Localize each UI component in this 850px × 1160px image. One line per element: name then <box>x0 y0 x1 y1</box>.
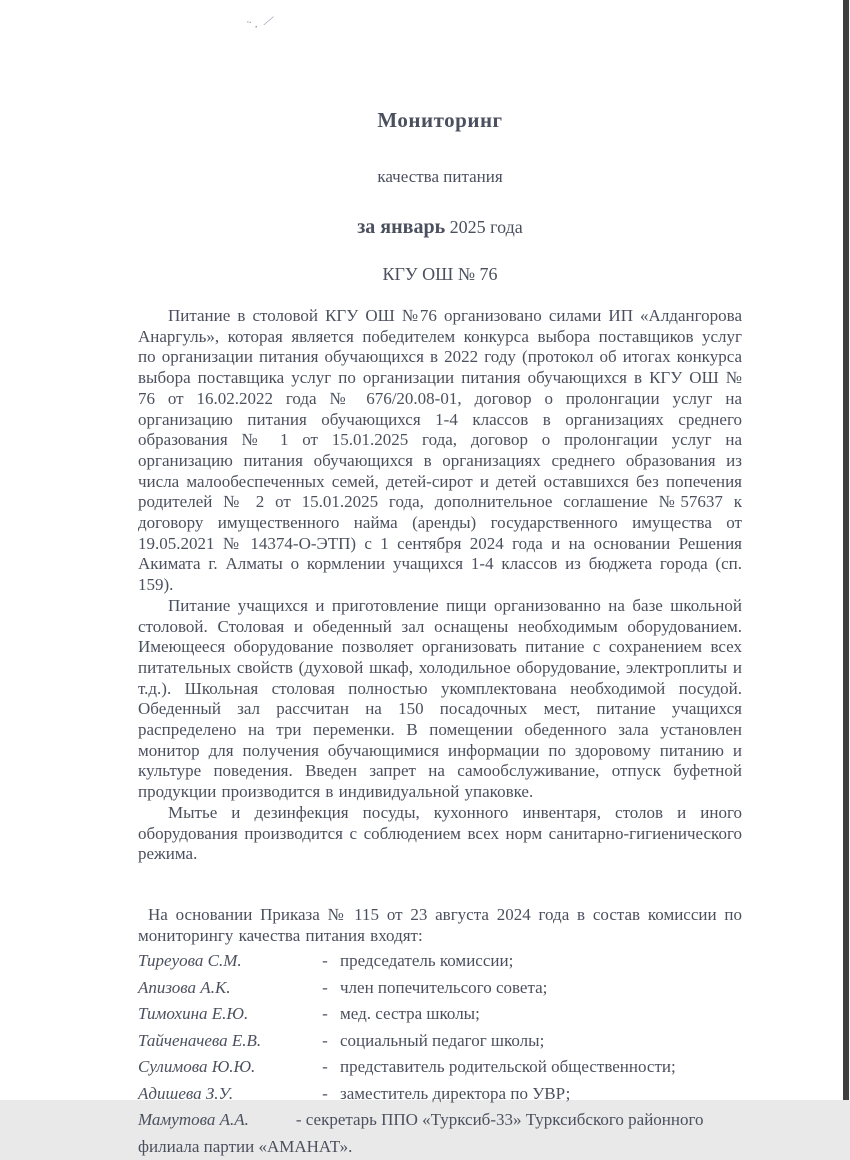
period-month: за январь <box>357 216 446 238</box>
member-role: заместитель директора по УВР; <box>340 1083 571 1103</box>
commission-member-row <box>138 1001 742 1028</box>
document-content <box>138 0 742 1160</box>
commission-member-row <box>138 1081 742 1108</box>
commission-member-row <box>138 1107 742 1160</box>
title-block <box>138 108 742 285</box>
member-role: социальный педагог школы; <box>340 1030 545 1050</box>
period-year: 2025 года <box>445 217 523 237</box>
scanner-edge-artifact <box>843 0 849 1100</box>
member-role: представитель родительской общественности; <box>340 1057 676 1077</box>
member-name: Тиреуова С.М. <box>138 951 242 971</box>
paragraph-order: На основании Приказа № 115 от 23 августа 2024 года в состав комиссии по мониторингу качества питания входят: <box>138 904 742 945</box>
document-period <box>138 216 742 239</box>
commission-roster <box>138 948 742 1160</box>
paragraph-sanitation: Мытье и дезинфекция посуды, кухонного инвентаря, столов и иного оборудования производится с соблюдением всех норм санитарно-гигиенического режима. <box>138 802 742 864</box>
member-role: член попечительсого совета; <box>340 977 548 997</box>
body-text <box>138 306 742 946</box>
paragraph-canteen: Питание учащихся и приготовление пищи организованно на базе школьной столовой. Столовая и обеденный зал оснащены необходимым оборудованием. Имеющееся оборудование позволяет организовать питание с сохранением всех питательных свойств (духовой шкаф, холодильное оборудование, электроплиты и т.д.). Школьная столовая полностью укомплектована необходимой посудой. Обеденный зал рассчитан на 150 посадочных мест, питание учащихся распределено на три переменки. В помещении обеденного зала установлен монитор для получения обучающимися информации по здоровому питанию и культуре поведения. Введен запрет на самообслуживание, отпуск буфетной продукции производится в индивидуальной упаковке. <box>138 595 742 802</box>
document-title: Мониторинг <box>377 108 503 132</box>
dash-separator: - <box>322 1057 328 1077</box>
pen-mark: ∕ <box>265 12 272 31</box>
member-name: Сулимова Ю.Ю. <box>138 1057 256 1077</box>
member-name: Тайченачева Е.В. <box>138 1030 262 1050</box>
dash-separator: - <box>322 1030 328 1050</box>
member-role: председатель комиссии; <box>340 951 514 971</box>
commission-member-row <box>138 1054 742 1081</box>
commission-member-row <box>138 1028 742 1055</box>
commission-member-row <box>138 948 742 975</box>
dash-separator: - <box>295 1110 302 1130</box>
member-name: Апизова А.К. <box>138 977 231 997</box>
commission-member-row <box>138 975 742 1002</box>
member-role: мед. сестра школы; <box>340 1004 480 1024</box>
dash-separator: - <box>322 951 328 971</box>
member-role: секретарь ППО «Турксиб-33» Турксибского районного филиала партии «АМАНАТ». <box>138 1110 704 1156</box>
pen-mark: ¨· <box>245 19 263 36</box>
member-name: Мамутова А.А. <box>138 1110 249 1130</box>
dash-separator: - <box>322 977 328 997</box>
dash-separator: - <box>322 1083 328 1103</box>
school-name: КГУ ОШ № 76 <box>382 264 498 284</box>
member-name: Адишева З.У. <box>138 1083 234 1103</box>
document-subtitle: качества питания <box>377 167 503 186</box>
dash-separator: - <box>322 1004 328 1024</box>
member-name: Тимохина Е.Ю. <box>138 1004 249 1024</box>
paragraph-contract: Питание в столовой КГУ ОШ №76 организовано силами ИП «Алдангорова Анаргуль», которая является победителем конкурса выбора поставщиков услуг по организации питания обучающихся в 2022 году (протокол об итогах конкурса выбора поставщика услуг по организации питания обучающихся в КГУ ОШ № 76 от 16.02.2022 года № 676/20.08-01, договор о пролонгации услуг на организацию питания обучающихся 1-4 классов в организациях среднего образования № 1 от 15.01.2025 года, договор о пролонгации услуг на организацию питания обучающихся в организациях среднего образования из числа малообеспеченных семей, детей-сирот и детей оставшихся без попечения родителей № 2 от 15.01.2025 года, дополнительное соглашение №57637 к договору имущественного найма (аренды) государственного имущества от 19.05.2021 № 14374-О-ЭТП) с 1 сентября 2024 года и на основании Решения Акимата г. Алматы о кормлении учащихся 1-4 классов из бюджета города (сп. 159). <box>138 306 742 595</box>
